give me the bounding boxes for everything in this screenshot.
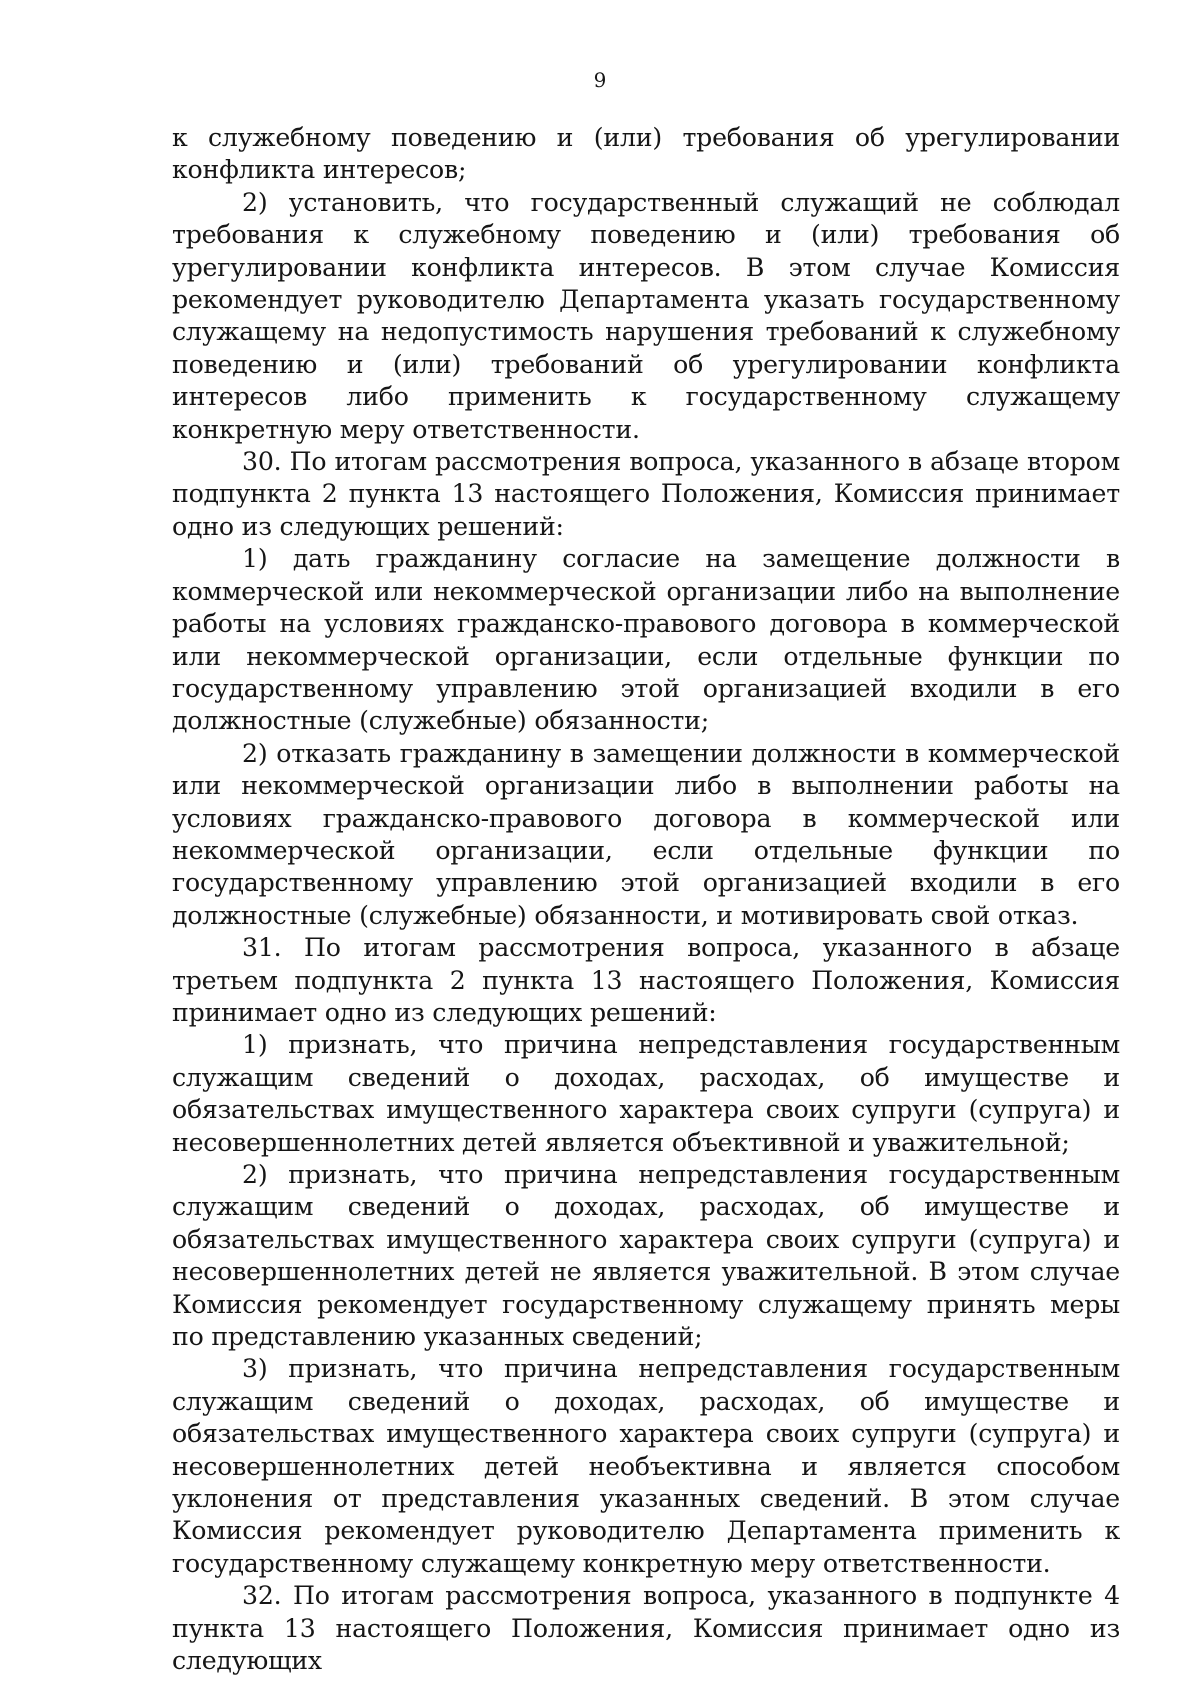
paragraph-clause-30: 30. По итогам рассмотрения вопроса, указанного в абзаце втором подпункта 2 пункта 13 настоящего Положения, Комиссия принимает одно из следующих решений:: [172, 447, 1120, 541]
paragraph-clause-31-item-1: 1) признать, что причина непредставления государственным служащим сведений о доходах, расходах, об имуществе и обязательствах имущественного характера своих супруги (супруга) и несовершеннолетних детей является объективной и уважительной;: [172, 1030, 1120, 1157]
paragraph-clause-31-item-3: 3) признать, что причина непредставления государственным служащим сведений о доходах, расходах, об имуществе и обязательствах имущественного характера своих супруги (супруга) и несовершеннолетних детей необъективна и является способом уклонения от представления указанных сведений. В этом случае Комиссия рекомендует руководителю Департамента применить к государственному служащему конкретную меру ответственности.: [172, 1354, 1120, 1578]
paragraph-item-2-establish-violation: 2) установить, что государственный служащий не соблюдал требования к служебному поведению и (или) требования об урегулировании конфликта интересов. В этом случае Комиссия рекомендует руководителю Департамента указать государственному служащему на недопустимость нарушения требований к служебному поведению и (или) требований об урегулировании конфликта интересов либо применить к государственному служащему конкретную меру ответственности.: [172, 187, 1120, 444]
document-body: [172, 122, 1120, 1678]
paragraph-continuation: к служебному поведению и (или) требования об урегулировании конфликта интересов;: [172, 123, 1120, 185]
paragraph-clause-31-item-2: 2) признать, что причина непредставления государственным служащим сведений о доходах, расходах, об имуществе и обязательствах имущественного характера своих супруги (супруга) и несовершеннолетних детей не является уважительной. В этом случае Комиссия рекомендует государственному служащему принять меры по представлению указанных сведений;: [172, 1160, 1120, 1352]
paragraph-clause-32: 32. По итогам рассмотрения вопроса, указанного в подпункте 4 пункта 13 настоящего Положения, Комиссия принимает одно из следующих: [172, 1581, 1120, 1676]
paragraph-clause-30-item-2: 2) отказать гражданину в замещении должности в коммерческой или некоммерческой организации либо в выполнении работы на условиях гражданско-правового договора в коммерческой или некоммерческой организации, если отдельные функции по государственному управлению этой организацией входили в его должностные (служебные) обязанности, и мотивировать свой отказ.: [172, 738, 1120, 930]
paragraph-clause-31: 31. По итогам рассмотрения вопроса, указанного в абзаце третьем подпункта 2 пункта 13 настоящего Положения, Комиссия принимает одно из следующих решений:: [172, 933, 1120, 1027]
page-number: 9: [593, 68, 607, 92]
paragraph-clause-30-item-1: 1) дать гражданину согласие на замещение должности в коммерческой или некоммерческой организации либо на выполнение работы на условиях гражданско-правового договора в коммерческой или некоммерческой организации, если отдельные функции по государственному управлению этой организацией входили в его должностные (служебные) обязанности;: [172, 544, 1120, 736]
